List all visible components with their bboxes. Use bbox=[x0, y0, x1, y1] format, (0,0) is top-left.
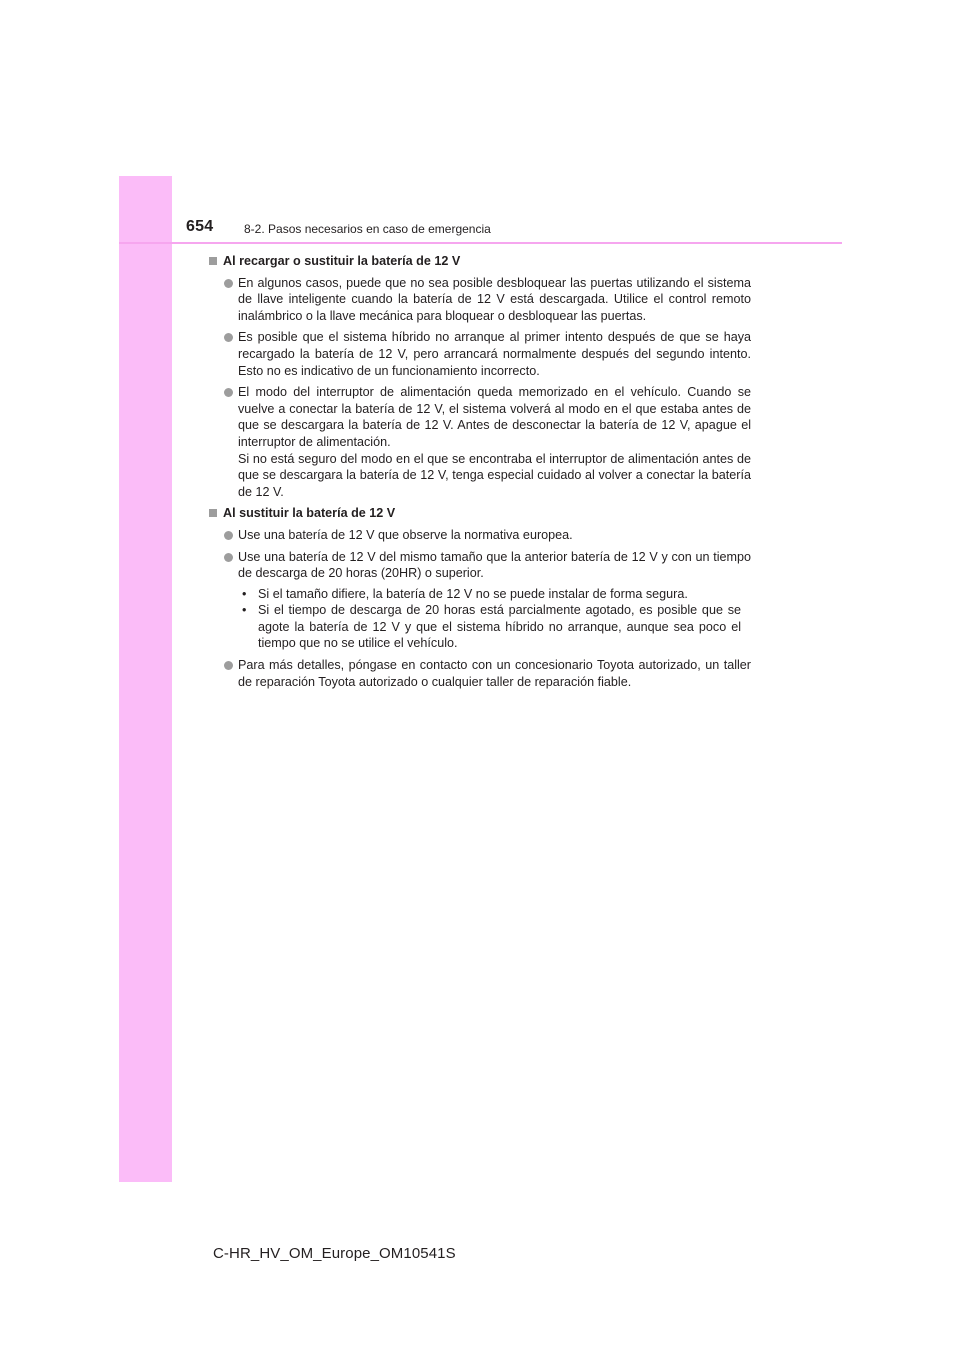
section-heading-replace bbox=[208, 505, 751, 522]
list-item bbox=[208, 527, 751, 544]
document-code: C-HR_HV_OM_Europe_OM10541S bbox=[213, 1245, 456, 1262]
sub-list bbox=[238, 586, 751, 652]
list-item-text: Es posible que el sistema híbrido no arranque al primer intento después de que se haya recargado la batería de 12 V, pero arrancará normalmente después del segundo intento. Esto no es indicativo de un funcionamiento incorrecto. bbox=[238, 330, 751, 378]
square-bullet-icon bbox=[209, 509, 217, 517]
sub-list-item bbox=[238, 586, 751, 603]
list-item bbox=[208, 329, 751, 379]
list-item-text: Para más detalles, póngase en contacto con un concesionario Toyota autorizado, un taller de reparación Toyota autorizado o cualquier taller de reparación fiable. bbox=[238, 658, 751, 689]
list-item bbox=[208, 384, 751, 500]
dot-marker-icon: • bbox=[242, 603, 247, 618]
sub-list-item-text: Si el tiempo de descarga de 20 horas está parcialmente agotado, es posible que se agote la batería de 12 V y que el sistema híbrido no arranque, aunque sea poco el tiempo que no se utilice el vehículo. bbox=[258, 603, 741, 651]
list-item-text: Use una batería de 12 V que observe la normativa europea. bbox=[238, 527, 573, 542]
list-item bbox=[208, 275, 751, 325]
sub-list-item-text: Si el tamaño difiere, la batería de 12 V no se puede instalar de forma segura. bbox=[258, 586, 688, 601]
circle-bullet-icon bbox=[224, 553, 233, 562]
square-bullet-icon bbox=[209, 257, 217, 265]
header-divider bbox=[119, 242, 842, 244]
list-item-text: El modo del interruptor de alimentación queda memorizado en el vehículo. Cuando se vuelve a conectar la batería de 12 V, el sistema volverá al modo en el que estaba antes de que se descargara la batería de 12 V. Antes de desconectar la batería de 12 V, apague el interruptor de alimentación. bbox=[238, 385, 751, 449]
dot-marker-icon: • bbox=[242, 586, 247, 601]
sub-list-item bbox=[238, 602, 751, 652]
circle-bullet-icon bbox=[224, 661, 233, 670]
section-heading-text: Al recargar o sustituir la batería de 12 V bbox=[223, 254, 461, 268]
circle-bullet-icon bbox=[224, 531, 233, 540]
chapter-side-band bbox=[119, 176, 172, 1182]
section-title: 8-2. Pasos necesarios en caso de emergencia bbox=[244, 222, 491, 236]
section-heading-text: Al sustituir la batería de 12 V bbox=[223, 506, 396, 521]
circle-bullet-icon bbox=[224, 333, 233, 342]
list-item bbox=[208, 549, 751, 653]
list-item-text: En algunos casos, puede que no sea posible desbloquear las puertas utilizando el sistema de llave inteligente cuando la batería de 12 V está descargada. Utilice el control remoto inalámbrico o la llave mecánica para bloquear o desbloquear las puertas. bbox=[238, 275, 751, 323]
page-number: 654 bbox=[186, 218, 214, 235]
circle-bullet-icon bbox=[224, 388, 233, 397]
circle-bullet-icon bbox=[224, 279, 233, 288]
list-item-text-continued: Si no está seguro del modo en el que se encontraba el interruptor de alimentación antes de que se descargara la batería de 12 V, tenga especial cuidado al volver a conectar la batería de 12 V. bbox=[238, 451, 751, 499]
page-content bbox=[208, 253, 751, 695]
list-item bbox=[208, 657, 751, 690]
list-item-text: Use una batería de 12 V del mismo tamaño que la anterior batería de 12 V y con un tiempo de descarga de 20 horas (20HR) o superior. bbox=[238, 549, 751, 581]
section-heading-recharge bbox=[208, 253, 751, 270]
